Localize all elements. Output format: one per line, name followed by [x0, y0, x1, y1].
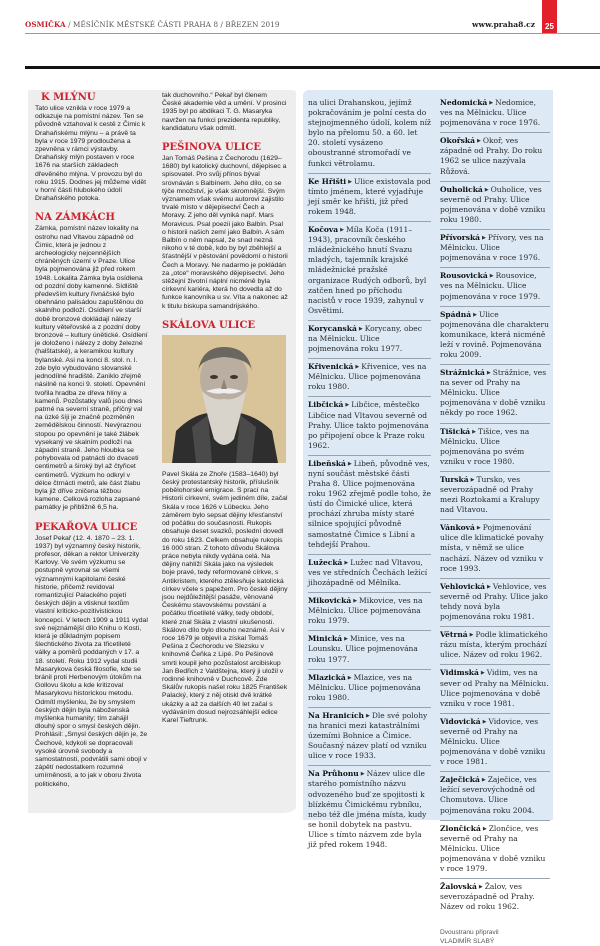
street-name: Zlončická	[440, 823, 481, 833]
triangle-right-icon: ▶	[489, 273, 494, 280]
portrait-pavel-skala	[162, 335, 286, 463]
street-description: Rousovice, ves na Mělnicku. Ulice pojmenována v roce 1979.	[440, 271, 541, 301]
street-description: Míla Koča (1911–1943), pracovník českého mládežnického hnutí Svazu mladých, tajemník krajské mládežnické pražské organizace Rudých odborů, byl zatčen hned po příchodu nacistů v roce 1939, zahynul v Osvětimi.	[308, 225, 427, 315]
triangle-right-icon: ▶	[470, 476, 475, 483]
street-entry	[440, 665, 550, 713]
street-description: Vidim, ves na sever od Prahy na Mělnicku. Ulice pojmenována v době vzniku v roce 1981.	[440, 668, 549, 708]
street-entry	[308, 555, 431, 593]
street-description: Tišice, ves na Mělnicku. Ulice pojmenována po svém vzniku v roce 1980.	[440, 426, 530, 466]
street-name: Lužecká	[308, 557, 343, 567]
street-name: Mikovická	[308, 596, 352, 606]
street-entry	[308, 670, 431, 708]
triangle-right-icon: ▶	[345, 402, 350, 409]
street-entry	[440, 714, 550, 772]
triangle-right-icon: ▶	[480, 670, 485, 677]
street-entry	[440, 879, 550, 916]
triangle-right-icon: ▶	[347, 674, 352, 681]
street-description: Zlončice, ves severně od Prahy na Mělnicku. Ulice pojmenována v době vzniku v roce 1979.	[440, 823, 546, 873]
street-description: Pojmenování ulice dle klimatické povahy místa, v němž se ulice nachází. Název od vzniku v roce 1993.	[440, 523, 544, 573]
street-entry	[440, 268, 550, 306]
heading-pekarova: PEKAŘOVA ULICE	[35, 521, 138, 533]
street-name: Zaječická	[440, 775, 480, 785]
street-entry	[440, 307, 550, 365]
triangle-right-icon: ▶	[347, 460, 352, 467]
article-k-mlynu: Tato ulice vznikla v roce 1979 a odkazuje na pomístní název. Ten se původně vztahoval k cestě z Čimic k Drahaňskému mlýnu – a právě ta byla v roce 1979 prodloužena a zpevněna v rámci výstavby. Drahaňský mlýn postaven v roce 1676 na starších základech dřevěného mlýna. V provozu byl do roku 1915. Dodnes jej můžeme vidět v horní části hlubokého údolí Drahaňského potoka.	[35, 105, 147, 203]
triangle-right-icon: ▶	[482, 825, 487, 832]
street-description: Přívory, ves na Mělnicku. Ulice pojmenována v roce 1976.	[440, 233, 544, 263]
street-description: Nedomice, ves na Mělnicku. Ulice pojmenována v roce 1976.	[440, 98, 541, 128]
street-name: Libčická	[308, 400, 344, 410]
heading-pesinova: PEŠINOVA ULICE	[162, 142, 261, 154]
street-name: Spádná	[440, 309, 472, 319]
street-entry	[440, 772, 550, 820]
street-entry	[440, 520, 550, 578]
street-name: Na Hranicích	[308, 710, 364, 720]
street-entry	[308, 766, 431, 854]
street-name: Minická	[308, 634, 343, 644]
triangle-right-icon: ▶	[489, 100, 494, 106]
street-entry	[440, 424, 550, 472]
section-divider	[25, 66, 600, 69]
street-description: Podle klimatického rázu místa, kterým prochází ulice. Název od roku 1962.	[440, 630, 548, 660]
intro-text: na ulici Drahanskou, jejímž pokračováním je polní cesta do stejnojmenného údolí, kolem níž bylo na přelomu 50. a 60. let 20. století vysázeno oboustranné stromořadí ve funkci větrolamu.	[308, 98, 431, 168]
street-description: Zaječice, ves ležící severovýchodně od Chomutova. Ulice pojmenována roku 2004.	[440, 775, 537, 815]
column-3	[308, 95, 431, 854]
street-name: Rousovická	[440, 271, 488, 281]
street-entry	[440, 95, 550, 133]
street-description: Ouholice, ves severně od Prahy. Ulice pojmenována v době vzniku roku 1980.	[440, 184, 546, 224]
triangle-right-icon: ▶	[482, 235, 486, 242]
triangle-right-icon: ▶	[476, 525, 481, 532]
column-4	[440, 95, 550, 946]
street-description: Žalov, ves severozápadně od Prahy. Název od roku 1962.	[440, 882, 535, 912]
triangle-right-icon: ▶	[365, 712, 370, 719]
street-description: Okoř, ves západně od Prahy. Do roku 1962 se ulice nazývala Růžová.	[440, 136, 543, 176]
street-description: Korycany, obec na Mělnicku. Ulice pojmenována roku 1977.	[308, 323, 422, 354]
street-description: Křivenice, ves na Mělnicku. Ulice pojmenována roku 1980.	[308, 362, 427, 392]
street-name: Křivenická	[308, 362, 354, 372]
intro-continuation	[308, 95, 431, 174]
triangle-right-icon: ▶	[486, 370, 491, 377]
running-header	[25, 20, 280, 29]
street-name: Vánková	[440, 523, 475, 533]
heading-k-mlynu: K MLÝNU	[41, 92, 96, 103]
triangle-right-icon: ▶	[487, 583, 491, 590]
street-description: Tursko, ves severozápadně od Prahy mezi Roztokami a Kralupy nad Vltavou.	[440, 474, 540, 515]
street-name: Nedomická	[440, 98, 488, 107]
article-pekarova: Josef Pekař (12. 4. 1870 – 23. 1. 1937) byl významný český historik, profesor, děkan a rektor Univerzity Karlovy. Ve svém výzkumu se postupně vyrovnal se všemi významnými kapitolami české historie, přičemž revidoval romantizující Palackého pojetí českých dějin a vtisknul textům vlastní kriticko-pozitivistickou koncepci. V letech 1909 a 1911 vydal své nejznámější dílo Knihu o Kosti, která je důkladným popisem šlechtického života za třicetileté války a poměrů poddaných v 17. a 18. století. Roku 1912 vydal studii Masarykova česká filosofie, kde se bránil proti Herbenovým útokům na Gollovu školu a kde kritizoval Masarykovu historickou metodu. Odmítl myšlenku, že by smyslem českých dějin byla náboženská myšlenka humanity; tím zahájil dlouhý spor o smysl českých dějin. Prohlásil: „Smysl českých dějin je, že Čechové, kdykoli se dopracovali vysoké úrovně svobody a samostatnosti, podvrátili sami obojí v zápětí nedostatkem rozumné umírněnosti, a to jak v oboru života politického,	[35, 534, 148, 788]
street-name: Ouholická	[440, 184, 483, 194]
street-description: Lužec nad Vltavou, ves ve středních Čechách ležící jihozápadně od Mělníka.	[308, 557, 428, 587]
street-name: Přívorská	[440, 233, 481, 243]
street-name: Kočova	[308, 225, 339, 235]
street-entry	[440, 365, 550, 423]
triangle-right-icon: ▶	[344, 636, 348, 643]
article-pekarova-continued: tak duchovního.“ Pekař byl členem České akademie věd a umění. V prosinci 1935 byl po abdikaci T. G. Masaryka navržen na funkci prezidenta republiky, kandidaturu však odmítl.	[162, 92, 287, 132]
triangle-right-icon: ▶	[473, 311, 477, 318]
triangle-right-icon: ▶	[469, 632, 474, 639]
street-entry	[308, 222, 431, 321]
header-subtitle: / MĚSÍČNÍK MĚSTSKÉ ČÁSTI PRAHA 8 / BŘEZEN 2019	[65, 20, 280, 29]
street-name: Na Průhonu	[308, 769, 359, 779]
street-name: Mlazická	[308, 672, 346, 682]
triangle-right-icon: ▶	[478, 884, 483, 891]
street-entry	[440, 472, 550, 520]
street-entry	[308, 456, 431, 555]
street-description: Strážnice, ves na sever od Prahy na Mělnicku. Ulice pojmenována v době vzniku někdy po roce 1962.	[440, 368, 547, 418]
street-name: Ke Hřišti	[308, 176, 347, 186]
triangle-right-icon: ▶	[340, 227, 345, 234]
street-description: Název ulice dle starého pomístního názvu odvozeného buď ze spojitosti k blízkému Čimickému rybníku, nebo též dle jména místa, kudy se honil dobytek na pastvu. Ulice s tímto názvem zde byla již před rokem 1948.	[308, 769, 427, 849]
triangle-right-icon: ▶	[358, 325, 363, 332]
street-description: Libeň, původně ves, nyní součást městské části Praha 8. Ulice pojmenována roku 1962 zřejmě podle toho, že ústí do Čimické ulice, která prochází zhruba místy staré silnice spojující původně samostatné Čimice s Libní a tehdejší Prahou.	[308, 458, 431, 549]
column-1	[35, 92, 148, 789]
street-entry	[308, 631, 431, 669]
street-entry	[308, 708, 431, 766]
street-description: Libčice, městečko Libčice nad Vltavou severně od Prahy. Ulice takto pojmenována po připojení obce k Praze roku 1962.	[308, 400, 429, 450]
page-number: 25	[542, 0, 557, 34]
street-entry	[440, 133, 550, 181]
triangle-right-icon: ▶	[472, 428, 476, 435]
street-name: Vidovická	[440, 716, 481, 726]
street-description: Ulice existovala pod tímto jménem, které vyjadřuje její směr ke hřišti, již před rokem 1948.	[308, 176, 431, 216]
street-entry	[308, 397, 431, 455]
author-credit	[440, 928, 550, 946]
triangle-right-icon: ▶	[353, 598, 358, 605]
street-name: Strážnická	[440, 368, 485, 378]
street-description: Mlazice, ves na Mělnicku. Ulice pojmenována roku 1980.	[308, 672, 421, 702]
street-entry	[308, 321, 431, 359]
heading-na-zamkach: NA ZÁMKÁCH	[35, 212, 115, 224]
street-entry	[308, 359, 431, 397]
street-entry	[440, 579, 550, 627]
heading-skalova: SKÁLOVA ULICE	[162, 319, 256, 331]
street-name: Libeňská	[308, 458, 346, 468]
street-entry	[440, 230, 550, 268]
street-name: Tišická	[440, 426, 471, 436]
triangle-right-icon: ▶	[344, 559, 349, 566]
street-entry	[440, 627, 550, 665]
street-entry	[308, 174, 431, 222]
street-name: Okořská	[440, 136, 475, 146]
street-description: Vehlovice, ves severně od Prahy. Ulice jako tehdy nová byla pojmenována roku 1981.	[440, 581, 548, 622]
street-description: Vidovice, ves severně od Prahy na Mělnicku. Ulice pojmenována v době vzniku v roce 1981.	[440, 716, 546, 767]
street-entry	[308, 593, 431, 631]
street-name: Turská	[440, 474, 469, 484]
credit-label: Dvoustranu připravil	[440, 929, 499, 937]
street-description: Mikovice, ves na Mělnicku. Ulice pojmenována roku 1979.	[308, 596, 423, 626]
street-name: Korycanská	[308, 323, 357, 333]
triangle-right-icon: ▶	[482, 718, 487, 725]
street-entry	[440, 821, 550, 879]
street-name: Vehlovická	[440, 581, 486, 591]
article-na-zamkach: Zámka, pomístní název lokality na ostrohu nad Vltavou západně od Čimic, která je jednou z archeologicky nejcennějších chráněných území v Praze. Ulice byla pojmenována již před rokem 1948. Lokalita Zámka byla osídlena od pozdní doby kamenné. Sídliště především kultury řivnáčské bylo obehnáno palisádou zapuštěnou do skalního podloží. Osídlení ve starší době bronzové dokládají nálezy kultury věteřovské a z pozdní doby bronzové – kultury únětické. Osídlení je doloženo i nálezy z doby železné (halštatské), a keramikou kultury bylanské. Asi na konci 8. stol. n. l. zde bylo vybudováno slovanské jednodílné hradiště. Zaniklo zřejmě násilně na konci 9. století. Opevnění tvořila hradba ze dřeva hlíny a kamenů. Pozůstatky valů jsou dnes patrné na severní straně, příčný val na úzké šíji je značně pozměněn zemědělskou činností. Nevýraznou stopou po opevnění je také žlábek vysekaný ve skalním podloží na západní straně. Jeho hloubka se pohybovala od patnácti do dvaceti centimetrů a široký byl až čtyřicet centimetrů. Výzkum ho odkryl v délce čtrnácti metrů, ale část žlabu byla již dříve zničena těžbou kamene. Celková rozloha zapsané památky je přibližně 6,5 ha.	[35, 225, 148, 512]
triangle-right-icon: ▶	[355, 364, 360, 371]
street-entry	[440, 182, 550, 230]
article-pesinova: Jan Tomáš Pešina z Čechorodu (1629–1680) byl katolický duchovní, dějepisec a spisovatel. Pro svůj přínos býval srovnáván s Balbínem. Jeho dílo, co se týče množství, je však skromnější. Svým významem však svému autorovi zajistilo trvalé místo v dějepisectví Čech a Moravy. Z jeho děl vyniká např. Mars Moravicus. Psal poezii jako Balbín. Psal o historii našich zemí jako Balbín. A sám Balbín o něm napsal, že snad nezná nikoho v té době, kdo by byl zběhlejší a šťastnější v pěstování povědomí o historii Čech a Moravy. Ne nadarmo je pokládán za „otce“ moravského dějepisectví. Jeho stěžejní životní náplní nicméně byla církevní kariéra, která ho dovedla až do funkce kanovníka u sv. Víta a nakonec až k titulu biskupa samandrijského.	[162, 155, 288, 310]
header-divider	[25, 33, 600, 34]
street-name: Větrná	[440, 630, 468, 640]
street-name: Vidimská	[440, 668, 479, 678]
triangle-right-icon: ▶	[360, 771, 365, 778]
street-description: Minice, ves na Lounsku. Ulice pojmenována roku 1977.	[308, 634, 418, 664]
triangle-right-icon: ▶	[348, 178, 353, 185]
article-skalova: Pavel Skála ze Zhoře (1583–1640) byl český protestantský historik, příslušník pobělohorské emigrace. S prací na Historii církevní, svém jediném díle, začal Skála v roce 1626 v Lübecku. Jeho záměrem bylo sepsat dějiny křesťanství od počátku do současnosti. Rukopis obsahuje deset svazků, poslední dovedl do roku 1623. Celkem obsahuje rukopis 16 000 stran. Z tohoto důvodu Skálova práce nebyla nikdy vydána celá. Na dějiny nahlíží Skála jako na výsledek boje pravé, tedy reformované církve, s Antikristem, kterého ztělesňuje katolická církev včele s papežem. Pro české dějiny jsou nejdůležitější pasáže, věnované Českému stavovskému povstání a počátku třicetileté války, tedy období, které znal Skála z vlastní ukušenosti. Skálovo dílo bylo dlouho neznámé. Asi v roce 1679 je objevil a získal Tomáš Pešina z Čechorodu ve Slezsku v knihovně Čeňka z Lipé. Po Pešinově smrti koupil jeho pozůstalost arcibiskup Jan Bedřich z Valdštejna, který ji uložil v rodinné knihovně v Duchcově. Zde Skálův rukopis našel roku 1825 František Palacký, který z něj otiskl dvě krátké ukázky a až za dalších 40 let začal s vydáváním dosud nejrozsáhlejší edice Karel Tieftrunk.	[162, 470, 288, 724]
triangle-right-icon: ▶	[484, 186, 489, 193]
website-link[interactable]: www.praha8.cz	[472, 20, 536, 29]
street-description: Dle své polohy na hranici mezi katastrálními územími Bohnice a Čimice. Současný název platí od vzniku ulice v roce 1933.	[308, 710, 428, 761]
street-name: Žalovská	[440, 882, 477, 892]
street-description: Ulice pojmenována dle charakteru komunikace, která nicméně leží v rovině. Pojmenována roku 2009.	[440, 309, 549, 359]
credit-author: VLADIMÍR SLABÝ	[440, 938, 495, 946]
triangle-right-icon: ▶	[476, 138, 481, 145]
magazine-brand: OSMIČKA	[25, 20, 66, 29]
triangle-right-icon: ▶	[481, 777, 486, 784]
column-2	[162, 92, 288, 725]
